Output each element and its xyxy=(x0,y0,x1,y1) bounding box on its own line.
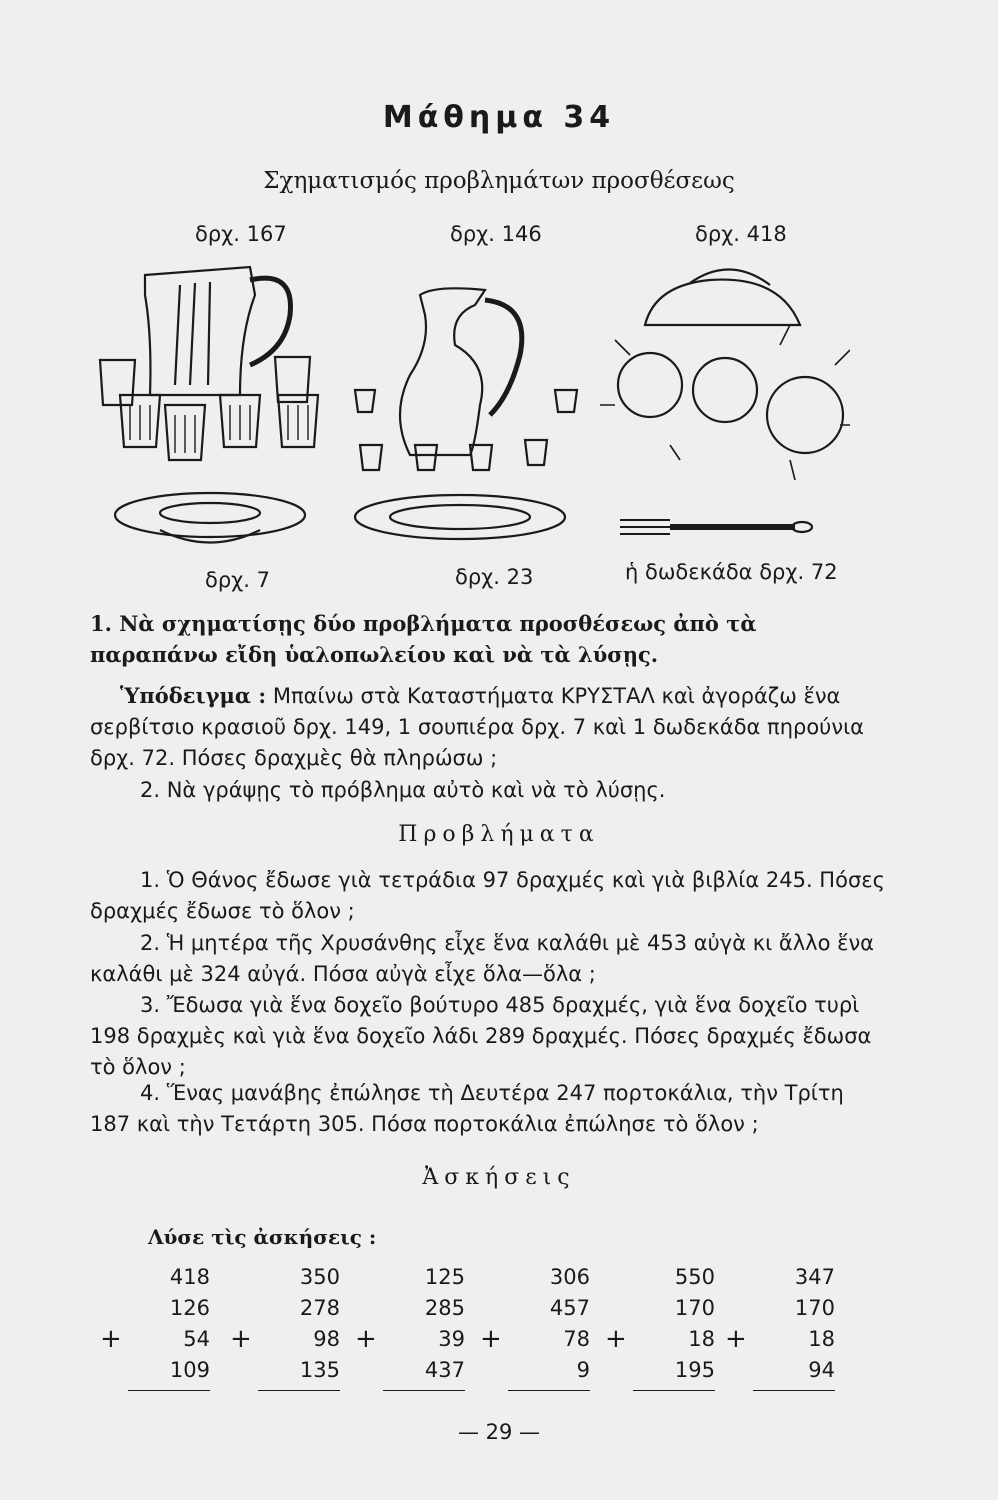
addition-exercise xyxy=(725,1262,835,1391)
addend: 350 xyxy=(299,1265,340,1289)
problem-4: 4. Ἕνας μανάβης ἐπώλησε τὴ Δευτέρα 247 πορτοκάλια, τὴν Τρίτη 187 καὶ τὴν Τετάρτη 305. Πόσα πορτοκάλια ἐπώλησε τὸ ὅλον ; xyxy=(90,1081,844,1136)
addend: 78 xyxy=(563,1327,590,1351)
addition-exercise xyxy=(100,1262,210,1391)
addend: 9 xyxy=(576,1358,590,1382)
lesson-subtitle: Σχηματισμός προβλημάτων προσθέσεως xyxy=(263,168,735,194)
addend: 418 xyxy=(169,1265,210,1289)
problem-2: 2. Ἡ μητέρα τῆς Χρυσάνθης εἶχε ἕνα καλάθι μὲ 453 αὐγὰ κι ἄλλο ἕνα καλάθι μὲ 324 αὐγά. Πόσα αὐγὰ εἶχε ὅλα—ὅλα ; xyxy=(90,931,875,986)
addend: 94 xyxy=(808,1358,835,1382)
exercises-heading: Ἀσκήσεις xyxy=(422,1165,576,1190)
addition-exercises xyxy=(100,1262,840,1402)
addend: 278 xyxy=(299,1296,340,1320)
price-water-set: δρχ. 146 xyxy=(450,222,542,246)
example-paragraph xyxy=(90,680,890,774)
sum-rule xyxy=(633,1390,716,1391)
example-text: Μπαίνω στὰ Καταστήματα ΚΡΥΣΤΑΛ καὶ ἀγοράζω ἕνα σερβίτσιο κρασιοῦ δρχ. 149, 1 σουπιέρα δρχ. 7 καὶ 1 δωδεκάδα πηρούνια δρχ. 72. Πόσες δραχμὲς θὰ πληρώσω ; xyxy=(90,684,865,770)
sum-rule xyxy=(508,1390,591,1391)
sum-rule xyxy=(128,1390,211,1391)
addend: 18 xyxy=(688,1327,715,1351)
fork-icon xyxy=(620,520,812,534)
task-2-text: 2. Νὰ γράψῃς τὸ πρόβλημα αὐτὸ καὶ νὰ τὸ λύσῃς. xyxy=(140,778,666,802)
price-forks: ἡ δωδεκάδα δρχ. 72 xyxy=(625,560,838,584)
plus-sign: + xyxy=(100,1324,122,1354)
problem-3: 3. Ἔδωσα γιὰ ἕνα δοχεῖο βούτυρο 485 δραχμές, γιὰ ἕνα δοχεῖο τυρὶ 198 δραχμὲς καὶ γιὰ ἕνα δοχεῖο λάδι 289 δραχμές. Πόσες δραχμές ἔδωσα τὸ ὅλον ; xyxy=(90,993,872,1079)
exercises-instruction: Λύσε τὶς ἀσκήσεις : xyxy=(148,1225,377,1249)
addend: 170 xyxy=(794,1296,835,1320)
price-punch-bowl: δρχ. 418 xyxy=(695,222,787,246)
addend: 457 xyxy=(549,1296,590,1320)
plus-sign: + xyxy=(725,1324,747,1354)
glassware-illustration xyxy=(90,255,850,565)
addend: 437 xyxy=(424,1358,465,1382)
water-jug-icon xyxy=(355,288,577,470)
soup-plate-icon xyxy=(115,493,305,543)
addend: 135 xyxy=(299,1358,340,1382)
addend: 39 xyxy=(438,1327,465,1351)
addend: 18 xyxy=(808,1327,835,1351)
addition-exercise xyxy=(230,1262,340,1391)
addend: 109 xyxy=(169,1358,210,1382)
plus-sign: + xyxy=(230,1324,252,1354)
plus-sign: + xyxy=(605,1324,627,1354)
price-flat-plate: δρχ. 23 xyxy=(455,565,534,589)
addend: 306 xyxy=(549,1265,590,1289)
punch-bowl-icon xyxy=(600,269,850,480)
example-label: Ὑπόδειγμα : xyxy=(120,683,267,708)
addend: 170 xyxy=(674,1296,715,1320)
page-number: — 29 — xyxy=(457,1420,541,1444)
price-wine-set: δρχ. 167 xyxy=(195,222,287,246)
flat-plate-icon xyxy=(355,495,565,539)
addition-exercise xyxy=(605,1262,715,1391)
sum-rule xyxy=(258,1390,341,1391)
addend: 126 xyxy=(169,1296,210,1320)
plus-sign: + xyxy=(480,1324,502,1354)
addend: 285 xyxy=(424,1296,465,1320)
addition-exercise xyxy=(355,1262,465,1391)
problem-1: 1. Ὁ Θάνος ἔδωσε γιὰ τετράδια 97 δραχμές καὶ γιὰ βιβλία 245. Πόσες δραχμές ἔδωσε τὸ ὅλον ; xyxy=(90,868,885,923)
lesson-title: Μάθημα 34 xyxy=(382,100,616,135)
sum-rule xyxy=(753,1390,836,1391)
addend: 54 xyxy=(183,1327,210,1351)
addend: 195 xyxy=(674,1358,715,1382)
addend: 347 xyxy=(794,1265,835,1289)
sum-rule xyxy=(383,1390,466,1391)
addend: 125 xyxy=(424,1265,465,1289)
wine-jug-icon xyxy=(145,267,291,395)
addition-exercise xyxy=(480,1262,590,1391)
plus-sign: + xyxy=(355,1324,377,1354)
task-1-text: 1. Νὰ σχηματίσῃς δύο προβλήματα προσθέσεως ἀπὸ τὰ παραπάνω εἴδη ὑαλοπωλείου καὶ νὰ τὰ λύσῃς. xyxy=(90,611,757,667)
problems-heading: Προβλήματα xyxy=(398,822,600,847)
price-soup-plate: δρχ. 7 xyxy=(205,568,271,592)
addend: 98 xyxy=(313,1327,340,1351)
addend: 550 xyxy=(674,1265,715,1289)
